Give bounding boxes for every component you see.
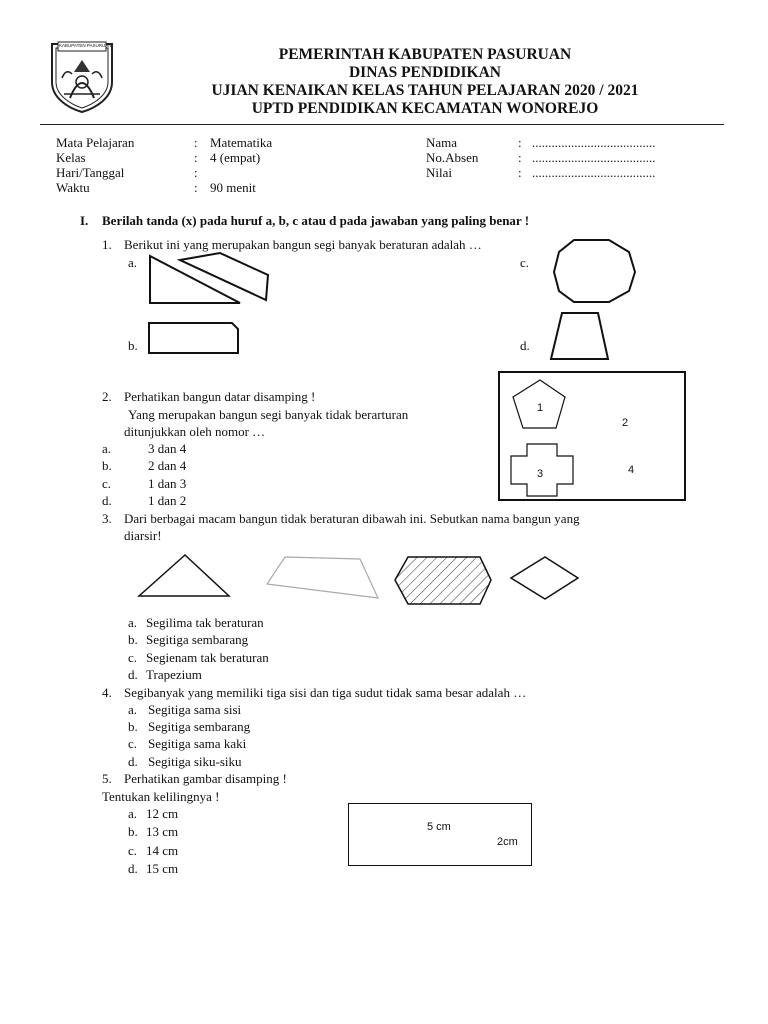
q3-text: Dari berbagai macam bangun tidak beraturan dibawah ini. Sebutkan nama bangun yang bbox=[124, 511, 580, 526]
q5-option-c[interactable]: c. bbox=[128, 843, 138, 858]
q3-triangle bbox=[139, 555, 229, 596]
q1-shape-decagon bbox=[550, 236, 640, 306]
q3-option-a[interactable]: a. bbox=[128, 615, 138, 630]
logo-text: KABUPATEN PASURUAN bbox=[59, 43, 112, 48]
q5-option-d-text[interactable]: 15 cm bbox=[146, 861, 179, 876]
q2-text-line3: ditunjukkan oleh nomor … bbox=[124, 424, 266, 439]
section-number: I. bbox=[80, 213, 89, 228]
header-line-3: UJIAN KENAIKAN KELAS TAHUN PELAJARAN 2020 / 2021 bbox=[211, 82, 639, 99]
header-line-1: PEMERINTAH KABUPATEN PASURUAN bbox=[278, 46, 572, 63]
q3-option-b[interactable]: b. bbox=[128, 632, 138, 647]
section-instruction: Berilah tanda (x) pada huruf a, b, c atau d pada jawaban yang paling benar ! bbox=[102, 213, 530, 228]
q2-label-1: 1 bbox=[537, 402, 544, 414]
q5-text-line2: Tentukan kelilingnya ! bbox=[102, 789, 220, 804]
info-label-class: Kelas bbox=[56, 150, 86, 165]
q4-option-c-text[interactable]: Segitiga sama kaki bbox=[148, 736, 247, 751]
q1-option-a[interactable]: a. bbox=[128, 255, 138, 270]
q3-text-line2: diarsir! bbox=[124, 528, 162, 543]
info-colon: : bbox=[518, 135, 522, 150]
info-value-subject: Matematika bbox=[210, 135, 273, 150]
header-line-2: DINAS PENDIDIKAN bbox=[348, 64, 501, 81]
info-blank-score: ...................................... bbox=[532, 165, 656, 180]
q3-option-d[interactable]: d. bbox=[128, 667, 138, 682]
q5-option-b-text[interactable]: 13 cm bbox=[146, 824, 179, 839]
info-value-class: 4 (empat) bbox=[210, 150, 261, 165]
info-colon: : bbox=[194, 150, 198, 165]
q4-number: 4. bbox=[102, 685, 112, 700]
q2-label-4: 4 bbox=[628, 464, 635, 476]
info-label-subject: Mata Pelajaran bbox=[56, 135, 135, 150]
q2-text-line2: Yang merupakan bangun segi banyak tidak berarturan bbox=[128, 407, 409, 422]
q5-option-d[interactable]: d. bbox=[128, 861, 138, 876]
info-label-time: Waktu bbox=[56, 180, 90, 195]
q5-option-a[interactable]: a. bbox=[128, 806, 138, 821]
q2-option-d-letter[interactable]: d. bbox=[102, 493, 112, 508]
info-colon: : bbox=[194, 135, 198, 150]
info-label-score: Nilai bbox=[426, 165, 452, 180]
q1-shape-two-triangles bbox=[140, 250, 270, 310]
q1-shape-trapezium bbox=[545, 310, 615, 360]
q3-quadrilateral bbox=[267, 557, 378, 598]
header-line-4: UPTD PENDIDIKAN KECAMATAN WONOREJO bbox=[251, 100, 599, 117]
q1-option-c[interactable]: c. bbox=[520, 255, 530, 270]
q2-option-b-letter[interactable]: b. bbox=[102, 458, 112, 473]
regency-logo bbox=[44, 38, 120, 114]
info-colon: : bbox=[518, 165, 522, 180]
info-blank-absen: ...................................... bbox=[532, 150, 656, 165]
q2-number: 2. bbox=[102, 389, 112, 404]
q2-option-a-text[interactable]: 3 dan 4 bbox=[148, 441, 187, 456]
info-label-date: Hari/Tanggal bbox=[56, 165, 125, 180]
q2-option-d-text[interactable]: 1 dan 2 bbox=[148, 493, 187, 508]
q4-option-d-text[interactable]: Segitiga siku-siku bbox=[148, 754, 242, 769]
q3-option-a-text[interactable]: Segilima tak beraturan bbox=[146, 615, 264, 630]
q3-shapes bbox=[135, 552, 585, 612]
q5-label-width: 2cm bbox=[497, 836, 518, 848]
info-colon: : bbox=[194, 180, 198, 195]
q2-label-2: 2 bbox=[622, 417, 629, 429]
q2-option-b-text[interactable]: 2 dan 4 bbox=[148, 458, 187, 473]
q1-option-d[interactable]: d. bbox=[520, 338, 530, 353]
q3-rhombus bbox=[511, 557, 578, 599]
q3-option-d-text[interactable]: Trapezium bbox=[146, 667, 202, 682]
q2-figure-box bbox=[497, 370, 687, 502]
q1-option-b[interactable]: b. bbox=[128, 338, 138, 353]
q5-option-b[interactable]: b. bbox=[128, 824, 138, 839]
q2-option-a-letter[interactable]: a. bbox=[102, 441, 112, 456]
q5-text: Perhatikan gambar disamping ! bbox=[124, 771, 287, 786]
q2-option-c-text[interactable]: 1 dan 3 bbox=[148, 476, 187, 491]
q4-option-b-text[interactable]: Segitiga sembarang bbox=[148, 719, 251, 734]
q2-label-3: 3 bbox=[537, 468, 544, 480]
info-colon: : bbox=[194, 165, 198, 180]
q5-option-a-text[interactable]: 12 cm bbox=[146, 806, 179, 821]
q3-hatched-hexagon bbox=[395, 557, 491, 604]
info-label-name: Nama bbox=[426, 135, 458, 150]
q4-option-c[interactable]: c. bbox=[128, 736, 138, 751]
q4-option-d[interactable]: d. bbox=[128, 754, 138, 769]
q1-number: 1. bbox=[102, 237, 112, 252]
header-divider bbox=[40, 124, 724, 125]
info-colon: : bbox=[518, 150, 522, 165]
q2-text: Perhatikan bangun datar disamping ! bbox=[124, 389, 316, 404]
info-value-time: 90 menit bbox=[210, 180, 256, 195]
q1-text: Berikut ini yang merupakan bangun segi banyak beraturan adalah … bbox=[124, 237, 482, 252]
q5-option-c-text[interactable]: 14 cm bbox=[146, 843, 179, 858]
q2-option-c-letter[interactable]: c. bbox=[102, 476, 112, 491]
info-label-absen: No.Absen bbox=[426, 150, 479, 165]
q4-option-a-text[interactable]: Segitiga sama sisi bbox=[148, 702, 242, 717]
q1-shape-cut-rectangle bbox=[145, 320, 245, 360]
q3-number: 3. bbox=[102, 511, 112, 526]
q5-label-length: 5 cm bbox=[427, 821, 451, 833]
q4-option-b[interactable]: b. bbox=[128, 719, 138, 734]
q4-option-a[interactable]: a. bbox=[128, 702, 138, 717]
q3-option-c[interactable]: c. bbox=[128, 650, 138, 665]
info-blank-name: ...................................... bbox=[532, 135, 656, 150]
q4-text: Segibanyak yang memiliki tiga sisi dan tiga sudut tidak sama besar adalah … bbox=[124, 685, 527, 700]
q3-option-c-text[interactable]: Segienam tak beraturan bbox=[146, 650, 269, 665]
q3-option-b-text[interactable]: Segitiga sembarang bbox=[146, 632, 249, 647]
q5-number: 5. bbox=[102, 771, 112, 786]
